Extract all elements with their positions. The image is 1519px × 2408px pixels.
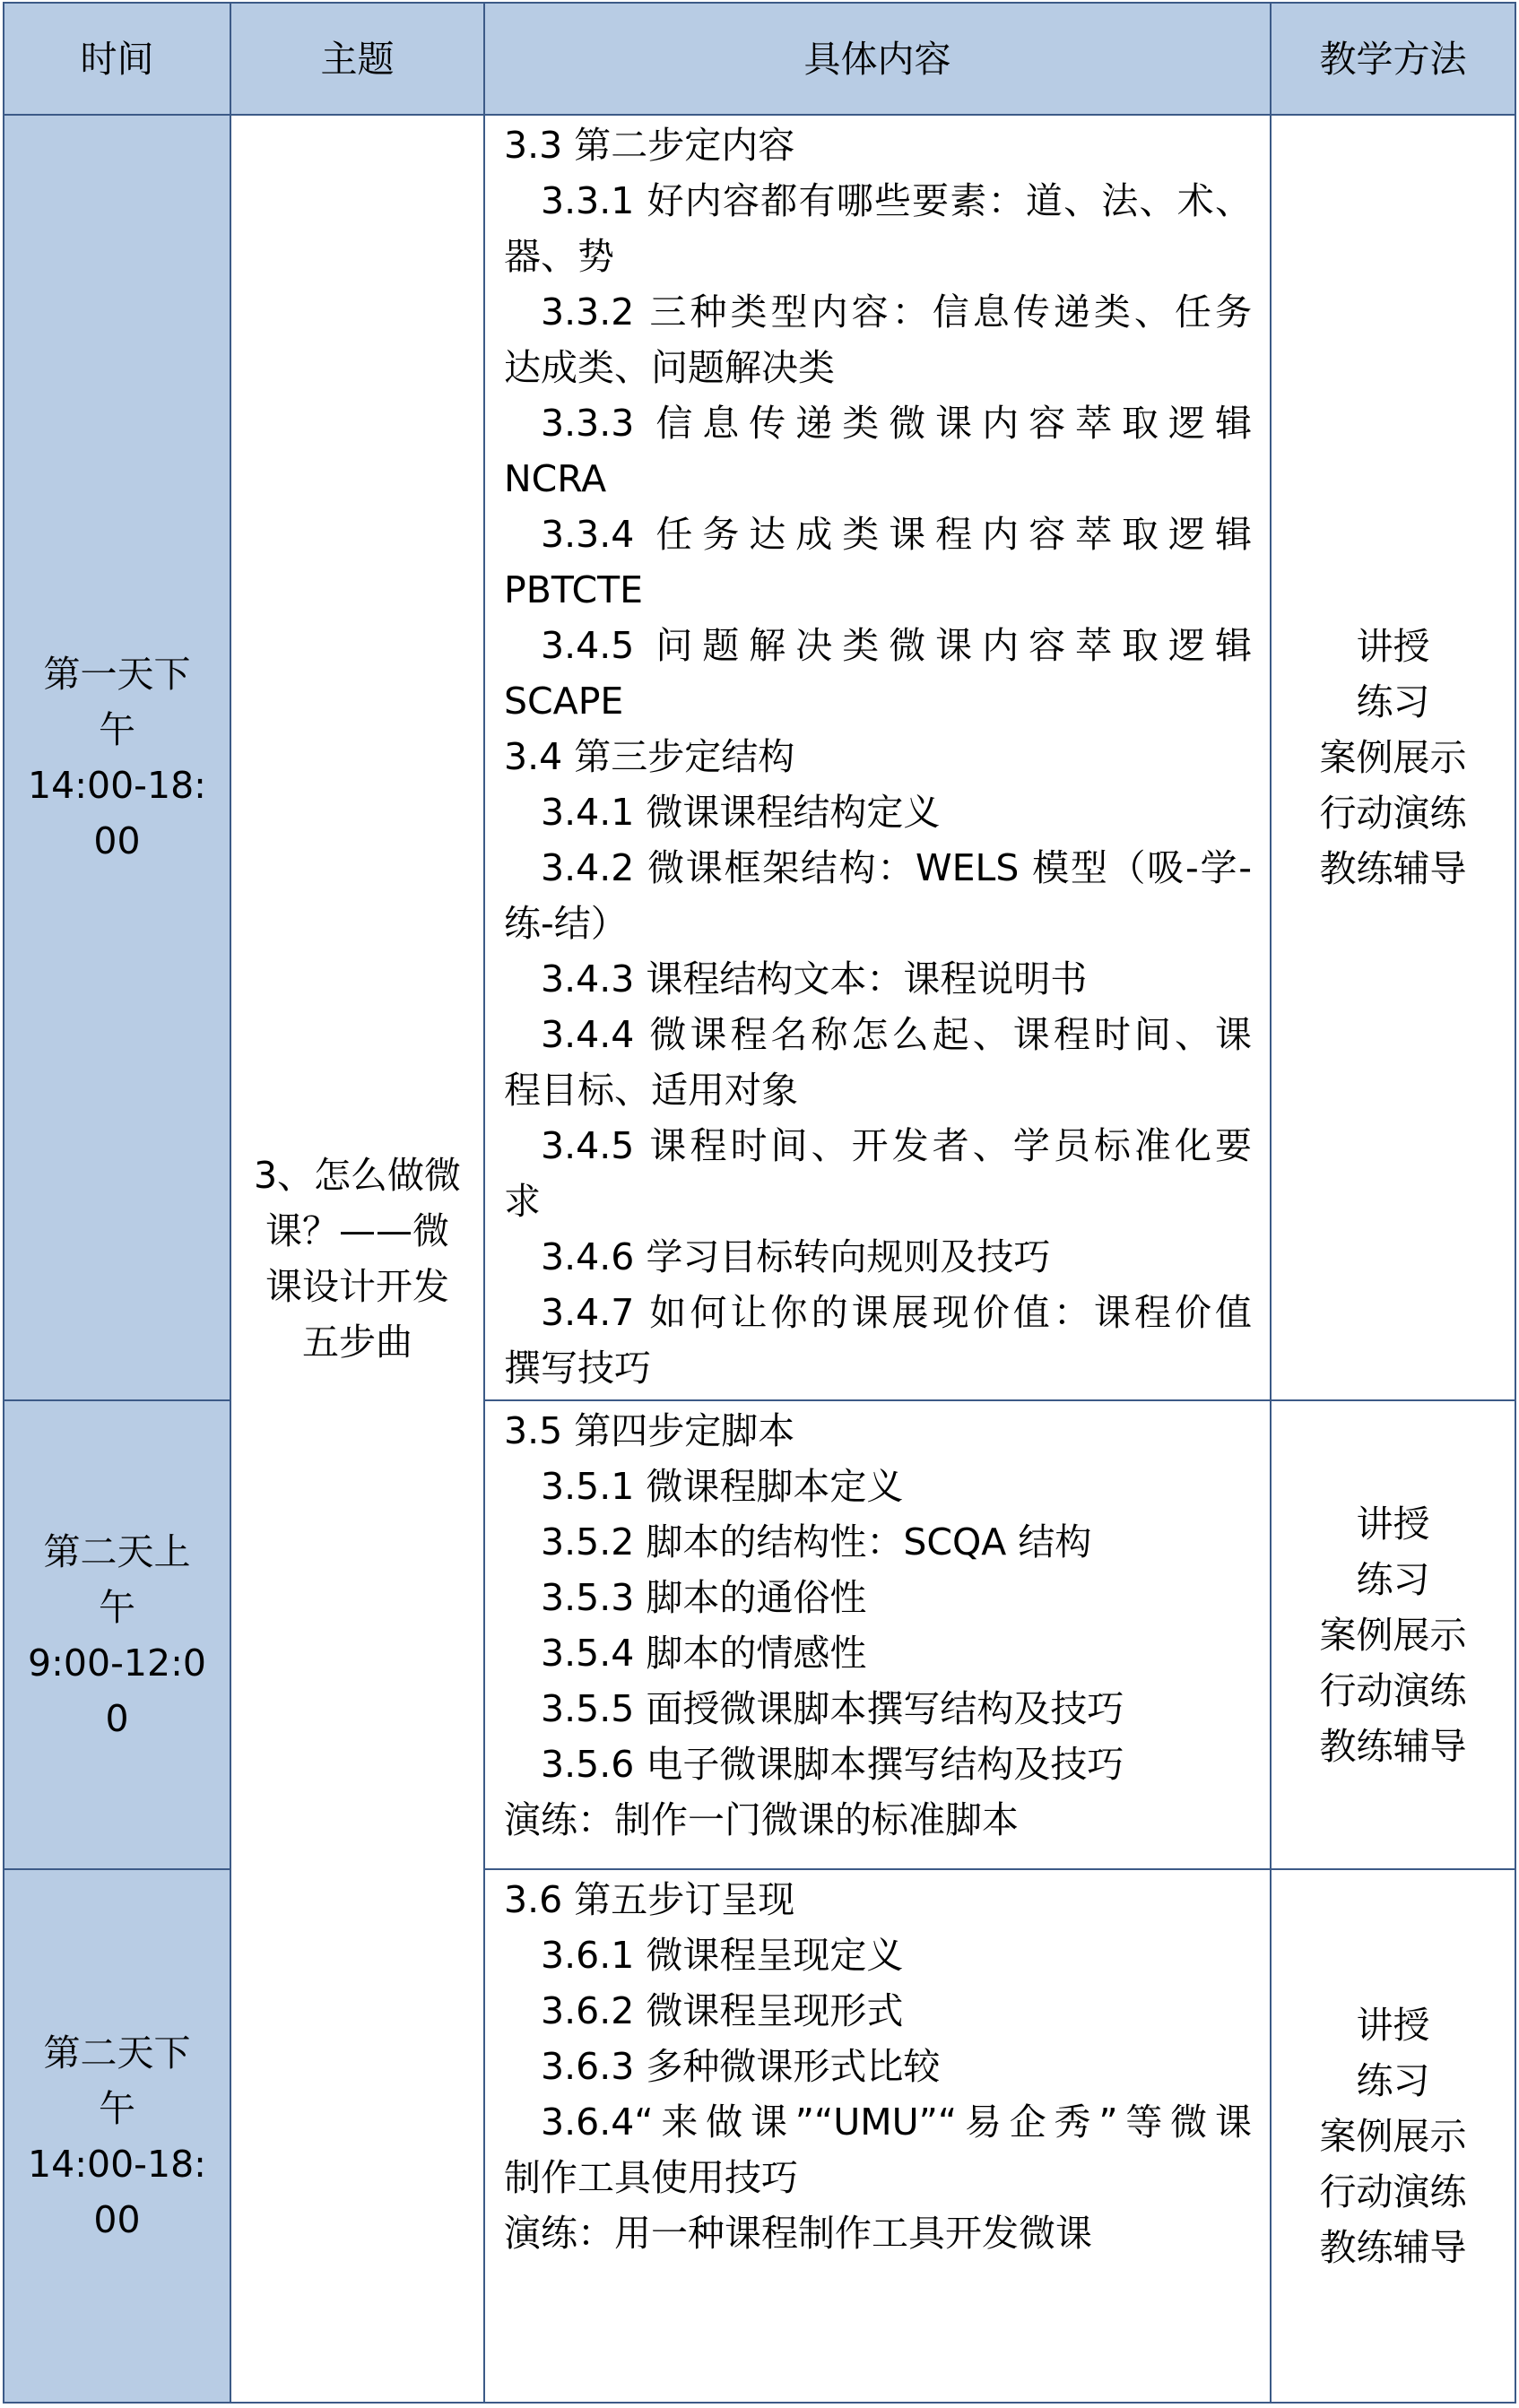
exercise-item: 演练：用一种课程制作工具开发微课 xyxy=(504,2212,1092,2255)
header-topic-label: 主题 xyxy=(320,37,395,81)
time-line: 0 xyxy=(105,1696,129,1740)
time-cell-day1-afternoon xyxy=(3,114,231,1401)
header-content-cell xyxy=(483,2,1272,116)
topic-cell xyxy=(230,114,485,2404)
header-content-label: 具体内容 xyxy=(803,37,951,81)
content-item-continued: 求 xyxy=(504,1180,541,1223)
content-item: 3.3.3 信息传递类微课内容萃取逻辑 xyxy=(541,402,1252,445)
method-cell-session1 xyxy=(1270,114,1516,1401)
content-item: 3.5.6 电子微课脚本撰写结构及技巧 xyxy=(541,1743,1124,1786)
content-item: 3.4.5 课程时间、开发者、学员标准化要 xyxy=(541,1124,1252,1167)
time-line: 14:00-18: xyxy=(28,2142,206,2186)
exercise-item: 演练：制作一门微课的标准脚本 xyxy=(504,1798,1019,1841)
time-line: 00 xyxy=(93,2197,141,2241)
content-item-continued: 器、势 xyxy=(504,235,614,278)
section-heading: 3.6 第五步订呈现 xyxy=(504,1878,795,1921)
method-item: 讲授 xyxy=(1356,2003,1430,2047)
content-item: 3.3.2 三种类型内容：信息传递类、任务 xyxy=(541,290,1252,333)
topic-line: 五步曲 xyxy=(302,1321,412,1364)
content-cell-session2 xyxy=(483,1399,1272,1870)
method-cell-session3 xyxy=(1270,1868,1516,2404)
content-item: 3.3.1 好内容都有哪些要素：道、法、术、 xyxy=(541,179,1252,222)
content-cell-session3 xyxy=(483,1868,1272,2404)
method-cell-session2 xyxy=(1270,1399,1516,1870)
header-method-cell xyxy=(1270,2,1516,116)
method-item: 案例展示 xyxy=(1319,736,1467,779)
content-item: 3.4.1 微课课程结构定义 xyxy=(541,791,941,834)
method-item: 教练辅导 xyxy=(1319,2225,1467,2269)
time-line: 午 xyxy=(99,708,135,751)
method-item: 案例展示 xyxy=(1319,2114,1467,2158)
content-item: 3.6.1 微课程呈现定义 xyxy=(541,1934,904,1977)
content-item: 3.4.6 学习目标转向规则及技巧 xyxy=(541,1235,1051,1278)
time-line: 午 xyxy=(99,2086,135,2130)
section-heading: 3.3 第二步定内容 xyxy=(504,124,795,167)
time-line: 9:00-12:0 xyxy=(28,1641,206,1685)
content-item-continued: 练-结） xyxy=(504,902,628,945)
time-line: 14:00-18: xyxy=(28,764,206,807)
time-line: 00 xyxy=(93,819,141,862)
content-item-continued: SCAPE xyxy=(504,680,624,723)
method-item: 行动演练 xyxy=(1319,2170,1467,2213)
topic-line: 课设计开发 xyxy=(265,1265,449,1308)
content-item: 3.5.2 脚本的结构性：SCQA 结构 xyxy=(541,1520,1092,1563)
content-item-continued: 制作工具使用技巧 xyxy=(504,2156,798,2199)
section-heading: 3.4 第三步定结构 xyxy=(504,735,795,778)
time-cell-day2-morning xyxy=(3,1399,231,1870)
content-item: 3.4.7 如何让你的课展现价值：课程价值 xyxy=(541,1291,1252,1334)
content-item: 3.6.2 微课程呈现形式 xyxy=(541,1989,904,2032)
content-item-continued: 程目标、适用对象 xyxy=(504,1069,798,1112)
time-line: 午 xyxy=(99,1585,135,1629)
method-item: 案例展示 xyxy=(1319,1613,1467,1657)
time-line: 第二天上 xyxy=(43,1529,191,1573)
method-item: 讲授 xyxy=(1356,625,1430,668)
topic-line: 课？——微 xyxy=(265,1209,449,1252)
content-item-continued: PBTCTE xyxy=(504,568,644,611)
content-item: 3.5.1 微课程脚本定义 xyxy=(541,1465,904,1508)
content-item: 3.4.5 问题解决类微课内容萃取逻辑 xyxy=(541,624,1252,667)
content-item: 3.5.3 脚本的通俗性 xyxy=(541,1576,867,1619)
header-method-label: 教学方法 xyxy=(1319,37,1467,81)
header-topic-cell xyxy=(230,2,485,116)
method-item: 行动演练 xyxy=(1319,1668,1467,1712)
content-cell-session1 xyxy=(483,114,1272,1401)
header-time-cell xyxy=(3,2,231,116)
time-line: 第一天下 xyxy=(43,653,191,696)
content-item: 3.5.4 脚本的情感性 xyxy=(541,1632,867,1675)
method-item: 练习 xyxy=(1356,1557,1430,1601)
content-item: 3.6.4“来做课”“UMU”“易企秀”等微课 xyxy=(541,2101,1252,2144)
method-item: 行动演练 xyxy=(1319,792,1467,835)
content-item-continued: 撰写技巧 xyxy=(504,1347,651,1390)
method-item: 教练辅导 xyxy=(1319,1724,1467,1768)
method-item: 教练辅导 xyxy=(1319,847,1467,890)
content-item: 3.4.2 微课框架结构：WELS 模型（吸-学- xyxy=(541,846,1252,889)
method-item: 练习 xyxy=(1356,2058,1430,2102)
content-item: 3.4.3 课程结构文本：课程说明书 xyxy=(541,957,1088,1000)
content-item: 3.5.5 面授微课脚本撰写结构及技巧 xyxy=(541,1687,1124,1730)
time-line: 第二天下 xyxy=(43,2031,191,2075)
content-item-continued: NCRA xyxy=(504,457,607,500)
topic-line: 3、怎么做微 xyxy=(253,1154,462,1197)
content-item: 3.4.4 微课程名称怎么起、课程时间、课 xyxy=(541,1013,1252,1056)
header-time-label: 时间 xyxy=(80,37,154,81)
time-cell-day2-afternoon xyxy=(3,1868,231,2404)
content-item: 3.3.4 任务达成类课程内容萃取逻辑 xyxy=(541,513,1252,556)
method-item: 练习 xyxy=(1356,680,1430,723)
content-item-continued: 达成类、问题解决类 xyxy=(504,346,835,389)
section-heading: 3.5 第四步定脚本 xyxy=(504,1409,795,1452)
method-item: 讲授 xyxy=(1356,1502,1430,1546)
content-item: 3.6.3 多种微课形式比较 xyxy=(541,2045,941,2088)
